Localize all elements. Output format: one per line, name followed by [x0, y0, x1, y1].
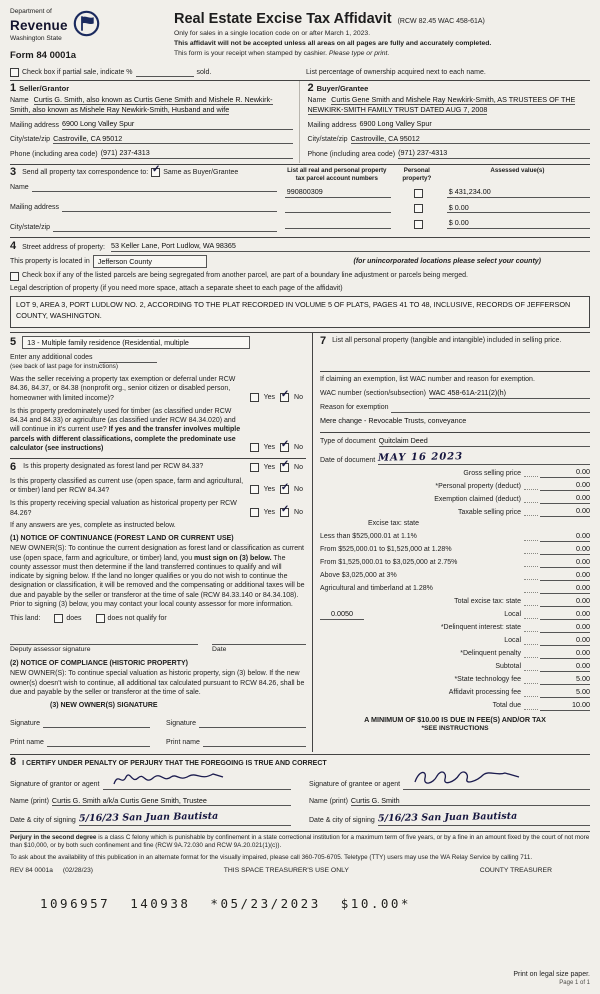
seller-title: Seller/Grantor	[19, 83, 70, 93]
wac-number-field[interactable]: WAC 458-61A-211(2)(h)	[429, 388, 590, 399]
delinquent-penalty-field[interactable]: 0.00	[540, 648, 590, 659]
if-yes-note: If any answers are yes, complete as instructed below.	[10, 521, 176, 529]
revenue-logo-icon	[73, 10, 100, 40]
form-title: Real Estate Excise Tax Affidavit	[174, 11, 392, 27]
main-columns	[10, 332, 590, 752]
dept-of-label: Department of	[10, 8, 52, 15]
historical-no-checkbox[interactable]: ✓	[280, 504, 290, 516]
same-as-buyer-checkbox[interactable]: ✓	[152, 164, 161, 176]
exemption-claimed-field[interactable]: 0.00	[540, 493, 590, 504]
does-checkbox[interactable]	[54, 614, 63, 623]
partial-sale-checkbox[interactable]	[10, 68, 19, 77]
correspondence-name-field[interactable]	[32, 182, 277, 192]
affidavit-processing-fee-field[interactable]: 5.00	[540, 687, 590, 698]
section-8-number: 8	[10, 756, 17, 769]
section-6-number: 6	[10, 460, 17, 473]
county-treasurer-label: COUNTY TREASURER	[479, 867, 552, 875]
section-5: 5 13 - Multiple family residence (Residential, multiple Enter any additional codes (see back of last page for instructions) Was the seller receiving a property tax exemption or deferral under RCW 84.36, 84.37, or 84.38 (nonprofit org., senior citizen or disabled person, homeowner with limited income)? Yes ✓ No Is this property predominately used for timber (as classified under RCW 84.34 and 84.33) or agriculture (as classified under RCW 84.34.020) and will continue in it's current use? If yes and the transfer involves multiple parcels with different classifications, complete the predominate use calculator (see instructions) Yes ✓ No	[10, 336, 306, 453]
land-use-code-select[interactable]: 13 - Multiple family residence (Residential, multiple	[22, 336, 250, 350]
excise-state-header: Excise tax: state	[368, 520, 419, 528]
partial-sale-label: Check box if partial sale, indicate %	[22, 68, 133, 76]
legal-description-field[interactable]: LOT 9, AREA 3, PORT LUDLOW NO. 2, ACCORDING TO THE PLAT RECORDED IN VOLUME 5 OF PLATS, PAGES 41 TO 48, INCLUSIVE, RECORDS OF JEFFERSON COUNTY, WASHINGTON.	[10, 296, 590, 328]
grantor-date-city-field[interactable]: 5/16/23 San Juan Bautista	[78, 810, 219, 825]
legal-description-label: Legal description of property (if you need more space, attach a separate sheet to each page of the affidavit)	[10, 284, 343, 292]
section-6: 6 Is this property designated as forest land per RCW 84.33? Yes ✓ No Is this property classified as current use (open space, farm and agricultural, or timber) land per RCW 84.34? Yes ✓ No Is this property receiving special valuation as historical property per RCW 84.26? Yes ✓ No If any answers are yes, complete as instructed below. (1) NOTICE OF CONTINUANCE (FOREST LAND OR CURRENT USE) NEW OWNER(S): To continue the current designation as forest land or classification as current use (open space, farm and agriculture, or timber) land, you must sign on (3) below. The county assessor must then determine if the land transferred continues to qualify and will indicate by signing below. If the land no longer qualifies or you do not wish to continue the designation or classification, it will be removed and the compensating or additional taxes will be due and payable by the seller or transferor at the time of sale (RCW 84.33.140 or 84.34.108). Prior to signing (3) below, you may contact your local county assessor for more information. This land: does does not qualify for Deputy assessor signature Date (2) NOTICE OF COMPLIANCE (HISTORIC PROPERTY) NEW OWNER(S): To continue special valuation as historic property, sign (3) below. If the new owner(s) doesn't wish to continue, all additional tax calculated pursuant to RCW 84.26, shall be due and payable by the seller or transferor at the time of sale. (3) NEW OWNER(S) SIGNATURE Signature Print name Signature Print name	[10, 459, 305, 747]
grantee-signature	[411, 768, 529, 792]
local-tax-field[interactable]: 0.00	[540, 609, 590, 620]
grantor-signature-block: Signature of grantor or agent Name (print) Curtis G. Smith a/k/a Curtis Gene Smith, Trustee Date & city of signing 5/16/23 San Juan Bautista	[10, 771, 291, 826]
document-date-field[interactable]: MAY 16 2023	[378, 450, 464, 464]
land-qualify-row: This land: does does not qualify for	[10, 615, 167, 623]
current-use-no-checkbox[interactable]: ✓	[280, 481, 290, 493]
personal-property-field[interactable]	[320, 347, 590, 372]
washington-state-label: Washington State	[10, 34, 62, 42]
codes-instructions-note: (see back of last page for instructions)	[10, 362, 118, 370]
buyer-section: 2 Buyer/Grantee Name Curtis Gene Smith and Mishele Ray Newkirk-Smith, AS TRUSTEES OF THE NEWKIRK-SMITH FAMILY TRUST DATED AUG 7, 2008 Mailing address 6900 Long Valley Spur City/state/zip Castroville, CA 95012 Phone (including area code) (971) 237-4313	[299, 81, 591, 163]
segregated-checkbox[interactable]	[10, 272, 19, 281]
historical-question: Is this property receiving special valuation as historical property per RCW 84.26?	[10, 500, 237, 517]
assessed-col-header: Assessed value(s)	[490, 166, 545, 174]
grantor-signature	[111, 768, 231, 792]
agency-block	[10, 8, 162, 63]
current-use-question: Is this property classified as current use (open space, farm and agricultural, or timber) land per RCW 84.34?	[10, 477, 244, 495]
section-7-number: 7	[320, 334, 327, 347]
rate-amount-field[interactable]: 0.00	[540, 557, 590, 568]
correspondence-city-field[interactable]	[53, 222, 277, 232]
ownership-note: List percentage of ownership acquired next to each name.	[306, 68, 486, 76]
new-owner-print-name-field[interactable]	[203, 737, 306, 747]
notice3-title: (3) NEW OWNER(S) SIGNATURE	[50, 702, 158, 710]
rate-amount-field[interactable]: 0.00	[540, 583, 590, 594]
grantee-print-name-field[interactable]: Curtis G. Smith	[351, 796, 590, 807]
delinquent-interest-field[interactable]: 0.00	[540, 622, 590, 633]
agency-text	[10, 8, 68, 43]
correspondence-section: 3 Send all property tax correspondence to: ✓ Same as Buyer/Grantee Name Mailing address City/state/zip List all real and personal property tax parcel account numbers Personal property? Assessed value(s) 990800309 $ 431,234.00 $ 0.00 $ 0.00	[10, 164, 590, 236]
rate-amount-field[interactable]: 0.00	[540, 531, 590, 542]
header-note-1: Only for sales in a single location code on or after March 1, 2023.	[174, 30, 371, 38]
header-note-2: This affidavit will not be accepted unless all areas on all pages are fully and accurately completed.	[174, 40, 492, 48]
partial-sale-percent-field[interactable]	[136, 68, 194, 77]
exemption-question: Was the seller receiving a property tax exemption or deferral under RCW 84.36, 84.37, or 84.38 (nonprofit org., senior citizen or disabled person, homeowner with limited income)?	[10, 376, 236, 402]
perjury-notice: Perjury in the second degree is a class C felony which is punishable by confinement in a state correctional institution for a maximum term of five years, or by a fine in an amount fixed by the court of not more than $10,000, or by both such confinement and fine (RCW 9A.72.030 and RCW 9A.20.021(1)(c)).	[10, 831, 590, 851]
see-instructions-note: *SEE INSTRUCTIONS	[421, 725, 489, 733]
buyer-name-row: Name Curtis Gene Smith and Mishele Ray Newkirk-Smith, AS TRUSTEES OF THE NEWKIRK-SMITH FAMILY TRUST DATED AUG 7, 2008	[307, 94, 576, 115]
rate-amount-field[interactable]: 0.00	[540, 570, 590, 581]
header-note-3: This form is your receipt when stamped by cashier. Please type or print.	[174, 50, 390, 58]
correspondence-mailing-field[interactable]	[62, 202, 277, 212]
footer-row	[10, 867, 590, 876]
state-technology-fee-field[interactable]: 5.00	[540, 674, 590, 685]
timber-no-checkbox[interactable]: ✓	[280, 439, 290, 451]
parcel-row	[285, 187, 590, 198]
seller-name-row: Name Curtis G. Smith, also known as Curtis Gene Smith and Mishele R. Newkirk-Smith, also known as Mishele Ray Newkirk-Smith, Husband and wife	[10, 94, 273, 115]
new-owner-print-name-field[interactable]	[47, 737, 150, 747]
personal-property-deduct-field[interactable]: 0.00	[540, 480, 590, 491]
grantor-print-name-field[interactable]: Curtis G. Smith a/k/a Curtis Gene Smith, Trustee	[52, 796, 291, 807]
parcel-table	[285, 167, 590, 232]
parcel-col-header: List all real and personal property tax parcel account numbers	[287, 166, 387, 182]
seller-section: 1 Seller/Grantor Name Curtis G. Smith, also known as Curtis Gene Smith and Mishele R. Newkirk-Smith, also known as Mishele Ray Newkirk-Smith, Husband and wife Mailing address 6900 Long Valley Spur City/state/zip Castroville, CA 95012 Phone (including area code) (971) 237-4313	[10, 81, 299, 163]
page-number: Page 1 of 1	[559, 980, 590, 987]
timber-question: Is this property predominately used for timber (as classified under RCW 84.34 and 84.33) or agriculture (as classified under RCW 84.34.020) and will continue in it's current use? If yes and the transfer involves multiple parcels with different classifications, complete the predominate use calculator (see instructions)	[10, 407, 241, 452]
rate-amount-field[interactable]: 0.00	[540, 544, 590, 555]
buyer-phone-field[interactable]: (971) 237-4313	[398, 148, 590, 159]
form-header	[10, 8, 590, 63]
personal-property-checkbox[interactable]	[414, 204, 423, 213]
taxable-selling-price-field[interactable]: 0.00	[540, 506, 590, 517]
forest-yes-checkbox[interactable]	[250, 463, 259, 472]
notice1-title: (1) NOTICE OF CONTINUANCE (FOREST LAND OR CURRENT USE)	[10, 535, 234, 543]
minimum-due-note: A MINIMUM OF $10.00 IS DUE IN FEE(S) AND/OR TAX	[364, 714, 546, 724]
does-not-checkbox[interactable]	[96, 614, 105, 623]
certification-section	[10, 754, 590, 825]
buyer-mailing-field[interactable]: 6900 Long Valley Spur	[360, 119, 590, 130]
reason-field[interactable]	[391, 403, 590, 413]
parcel-number-field[interactable]	[285, 219, 391, 229]
new-owner-signature-field[interactable]	[43, 718, 150, 728]
parties-section	[10, 80, 590, 163]
notice1-body: NEW OWNER(S): To continue the current designation as forest land or classification as current use (open space, farm and agriculture, or timber) land, you must sign on (3) below. The county assessor must then determine if the land transferred continues to qualify and will indicate by signing below. If the land no longer qualifies or you do not wish to continue the designation or classification, it will be removed and the compensating or additional taxes will be due and payable by the seller or transferor at the time of sale (RCW 84.33.140 or 84.34.108). Prior to signing (3) below, you may contact your local county assessor for more information.	[10, 545, 305, 608]
assessed-value-field[interactable]: $ 0.00	[447, 203, 590, 214]
seller-phone-field[interactable]: (971) 237-4313	[101, 148, 293, 159]
section-1-number: 1	[10, 81, 17, 94]
document-type-field[interactable]: Quitclaim Deed	[379, 436, 590, 447]
section-3-number: 3	[10, 165, 17, 178]
grantor-signature-field[interactable]	[103, 779, 291, 790]
gross-selling-price-field[interactable]: 0.00	[540, 467, 590, 478]
certify-statement: I CERTIFY UNDER PENALTY OF PERJURY THAT THE FOREGOING IS TRUE AND CORRECT	[22, 760, 327, 768]
revenue-label: Revenue	[10, 17, 68, 33]
form-number: Form 84 0001a	[10, 50, 77, 62]
personal-property-checkbox[interactable]	[414, 189, 423, 198]
partial-sale-row	[10, 68, 590, 77]
buyer-title: Buyer/Grantee	[316, 83, 369, 93]
exemption-yes-checkbox[interactable]	[250, 393, 259, 402]
deputy-date-field[interactable]	[212, 635, 306, 645]
grantee-signature-block: Signature of grantee or agent Name (print) Curtis G. Smith Date & city of signing 5/16/23 San Juan Bautista	[309, 771, 590, 826]
personal-property-checkbox[interactable]	[414, 220, 423, 229]
exemption-note: If claiming an exemption, list WAC number and reason for exemption.	[320, 375, 535, 383]
deputy-date-label: Date	[212, 646, 227, 654]
seller-name-field[interactable]: Curtis G. Smith, also known as Curtis Gene Smith and Mishele R. Newkirk-Smith, also known as Mishele Ray Newkirk-Smith, Husband and wife	[10, 94, 273, 115]
correspondence-label: Send all property tax correspondence to:	[22, 168, 149, 176]
personal-col-header: Personal property?	[402, 166, 432, 182]
exemption-no-checkbox[interactable]: ✓	[280, 389, 290, 401]
accessibility-notice: To ask about the availability of this publication in an alternate format for the visually impaired, please call 360-705-6705. Teletype (TTY) users may use the WA Relay Service by calling 711.	[10, 853, 533, 861]
total-due-field[interactable]: 10.00	[540, 700, 590, 711]
section-2-number: 2	[307, 81, 314, 94]
buyer-name-field[interactable]: Curtis Gene Smith and Mishele Ray Newkirk-Smith, AS TRUSTEES OF THE NEWKIRK-SMITH FAMILY TRUST DATED AUG 7, 2008	[307, 94, 576, 115]
county-note: (for unincorporated locations please select your county)	[353, 258, 541, 266]
additional-codes-field[interactable]	[99, 354, 157, 363]
delinquent-local-field[interactable]: 0.00	[540, 635, 590, 646]
section-5-number: 5	[10, 336, 17, 349]
deputy-signature-label: Deputy assessor signature	[10, 646, 91, 654]
cashier-stamp: 1096957 140938 *05/23/2023 $10.00*	[40, 896, 411, 912]
rev-date: (02/28/23)	[62, 867, 93, 875]
new-owner-signature-field[interactable]	[199, 718, 306, 728]
forest-no-checkbox[interactable]: ✓	[280, 459, 290, 471]
notice2-title: (2) NOTICE OF COMPLIANCE (HISTORIC PROPERTY)	[10, 660, 188, 668]
personal-property-label: List all personal property (tangible and intangible) included in selling price.	[332, 336, 562, 344]
subtotal-field[interactable]: 0.00	[540, 661, 590, 672]
same-as-buyer-label: Same as Buyer/Grantee	[163, 168, 239, 176]
grantee-signature-field[interactable]	[403, 779, 590, 790]
property-section: 4 Street address of property: 53 Keller Lane, Port Ludlow, WA 98365 This property is located in Jefferson County (for unincorporated locations please select your county) Check box if any of the listed parcels are being segregated from another parcel, are part of a boundary line adjustment or parcels being merged. Legal description of property (if you need more space, attach a separate sheet to each page of the affidavit) LOT 9, AREA 3, PORT LUDLOW NO. 2, ACCORDING TO THE PLAT RECORDED IN VOLUME 5 OF PLATS, PAGES 41 TO 48, INCLUSIVE, RECORDS OF JEFFERSON COUNTY, WASHINGTON.	[10, 237, 590, 328]
segregated-label: Check box if any of the listed parcels are being segregated from another parcel, are part of a boundary line adjustment or parcels being merged.	[22, 272, 468, 280]
parcel-row	[285, 203, 590, 214]
parcel-row	[285, 218, 590, 229]
street-address-field[interactable]: 53 Keller Lane, Port Ludlow, WA 98365	[111, 241, 590, 252]
seller-city-field[interactable]: Castroville, CA 95012	[53, 134, 292, 145]
timber-yes-checkbox[interactable]	[250, 443, 259, 452]
deputy-signature-field[interactable]	[10, 635, 198, 645]
form-rcw-code: (RCW 82.45 WAC 458-61A)	[397, 18, 485, 25]
reason-value[interactable]: Mere change - Revocable Trusts, conveyance	[320, 415, 467, 425]
forest-question: Is this property designated as forest land per RCW 84.33?	[23, 462, 204, 470]
grantee-date-city-field[interactable]: 5/16/23 San Juan Bautista	[377, 810, 518, 825]
parcel-number-field[interactable]	[285, 203, 391, 213]
new-owner-signatures: Signature Print name Signature Print name	[10, 714, 306, 747]
buyer-city-field[interactable]: Castroville, CA 95012	[351, 134, 590, 145]
section-4-number: 4	[10, 239, 17, 252]
print-note-block	[513, 970, 590, 988]
notice2-body: NEW OWNER(S): To continue special valuation as historic property, sign (3) below. If the new owner(s) doesn't wish to continue, all additional tax calculated pursuant to RCW 84.26, shall be due and payable by the seller or transferor at the time of sale.	[10, 670, 305, 696]
rev-code: REV 84 0001a	[10, 867, 53, 875]
section-7: 7 List all personal property (tangible and intangible) included in selling price. If claiming an exemption, list WAC number and reason for exemption. WAC number (section/subsection) WAC 458-61A-211(2)(h) Reason for exemption Mere change - Revocable Trusts, conveyance Type of document Quitclaim Deed Date of document MAY 16 2023 Gross selling price 0.00 *Personal property (deduct) 0.00 Exemption claimed (deduct) 0.00 Taxable selling price 0.00 Excise tax: state Less than $525,000.01 at 1.1% 0.00 From $525,000.01 to $1,525,000 at 1.28% 0.00 From $1,525,000.01 to $3,025,000 at 2.75% 0.00 Above $3,025,000 at 3% 0.00 Agricultural and timberland at 1.28% 0.00 Total excise tax: state 0.00 0.0050 Local 0.00 *Delinquent interest: state 0.00 Local 0.00 *Delinquent penalty 0.00 Subtotal 0.00 *State technology fee 5.00 Affidavit processing fee 5.00 Total due 10.00 A MINIMUM OF $10.00 IS DUE IN FEE(S) AND/OR TAX *SEE INSTRUCTIONS	[312, 333, 590, 752]
historical-yes-checkbox[interactable]	[250, 508, 259, 517]
assessed-value-field[interactable]: $ 0.00	[447, 218, 590, 229]
deputy-assessor-row	[10, 635, 306, 655]
partial-sale-suffix: sold.	[196, 68, 212, 76]
treasurer-space-label: THIS SPACE TREASURER'S USE ONLY	[223, 867, 349, 875]
seller-mailing-field[interactable]: 6900 Long Valley Spur	[62, 119, 292, 130]
local-rate-field[interactable]: 0.0050	[320, 609, 364, 620]
county-select[interactable]: Jefferson County	[93, 255, 207, 269]
assessed-value-field[interactable]: $ 431,234.00	[447, 187, 590, 198]
parcel-number-field[interactable]: 990800309	[285, 187, 391, 198]
print-note: Print on legal size paper.	[513, 970, 590, 978]
current-use-yes-checkbox[interactable]	[250, 485, 259, 494]
total-excise-state-field[interactable]: 0.00	[540, 596, 590, 607]
